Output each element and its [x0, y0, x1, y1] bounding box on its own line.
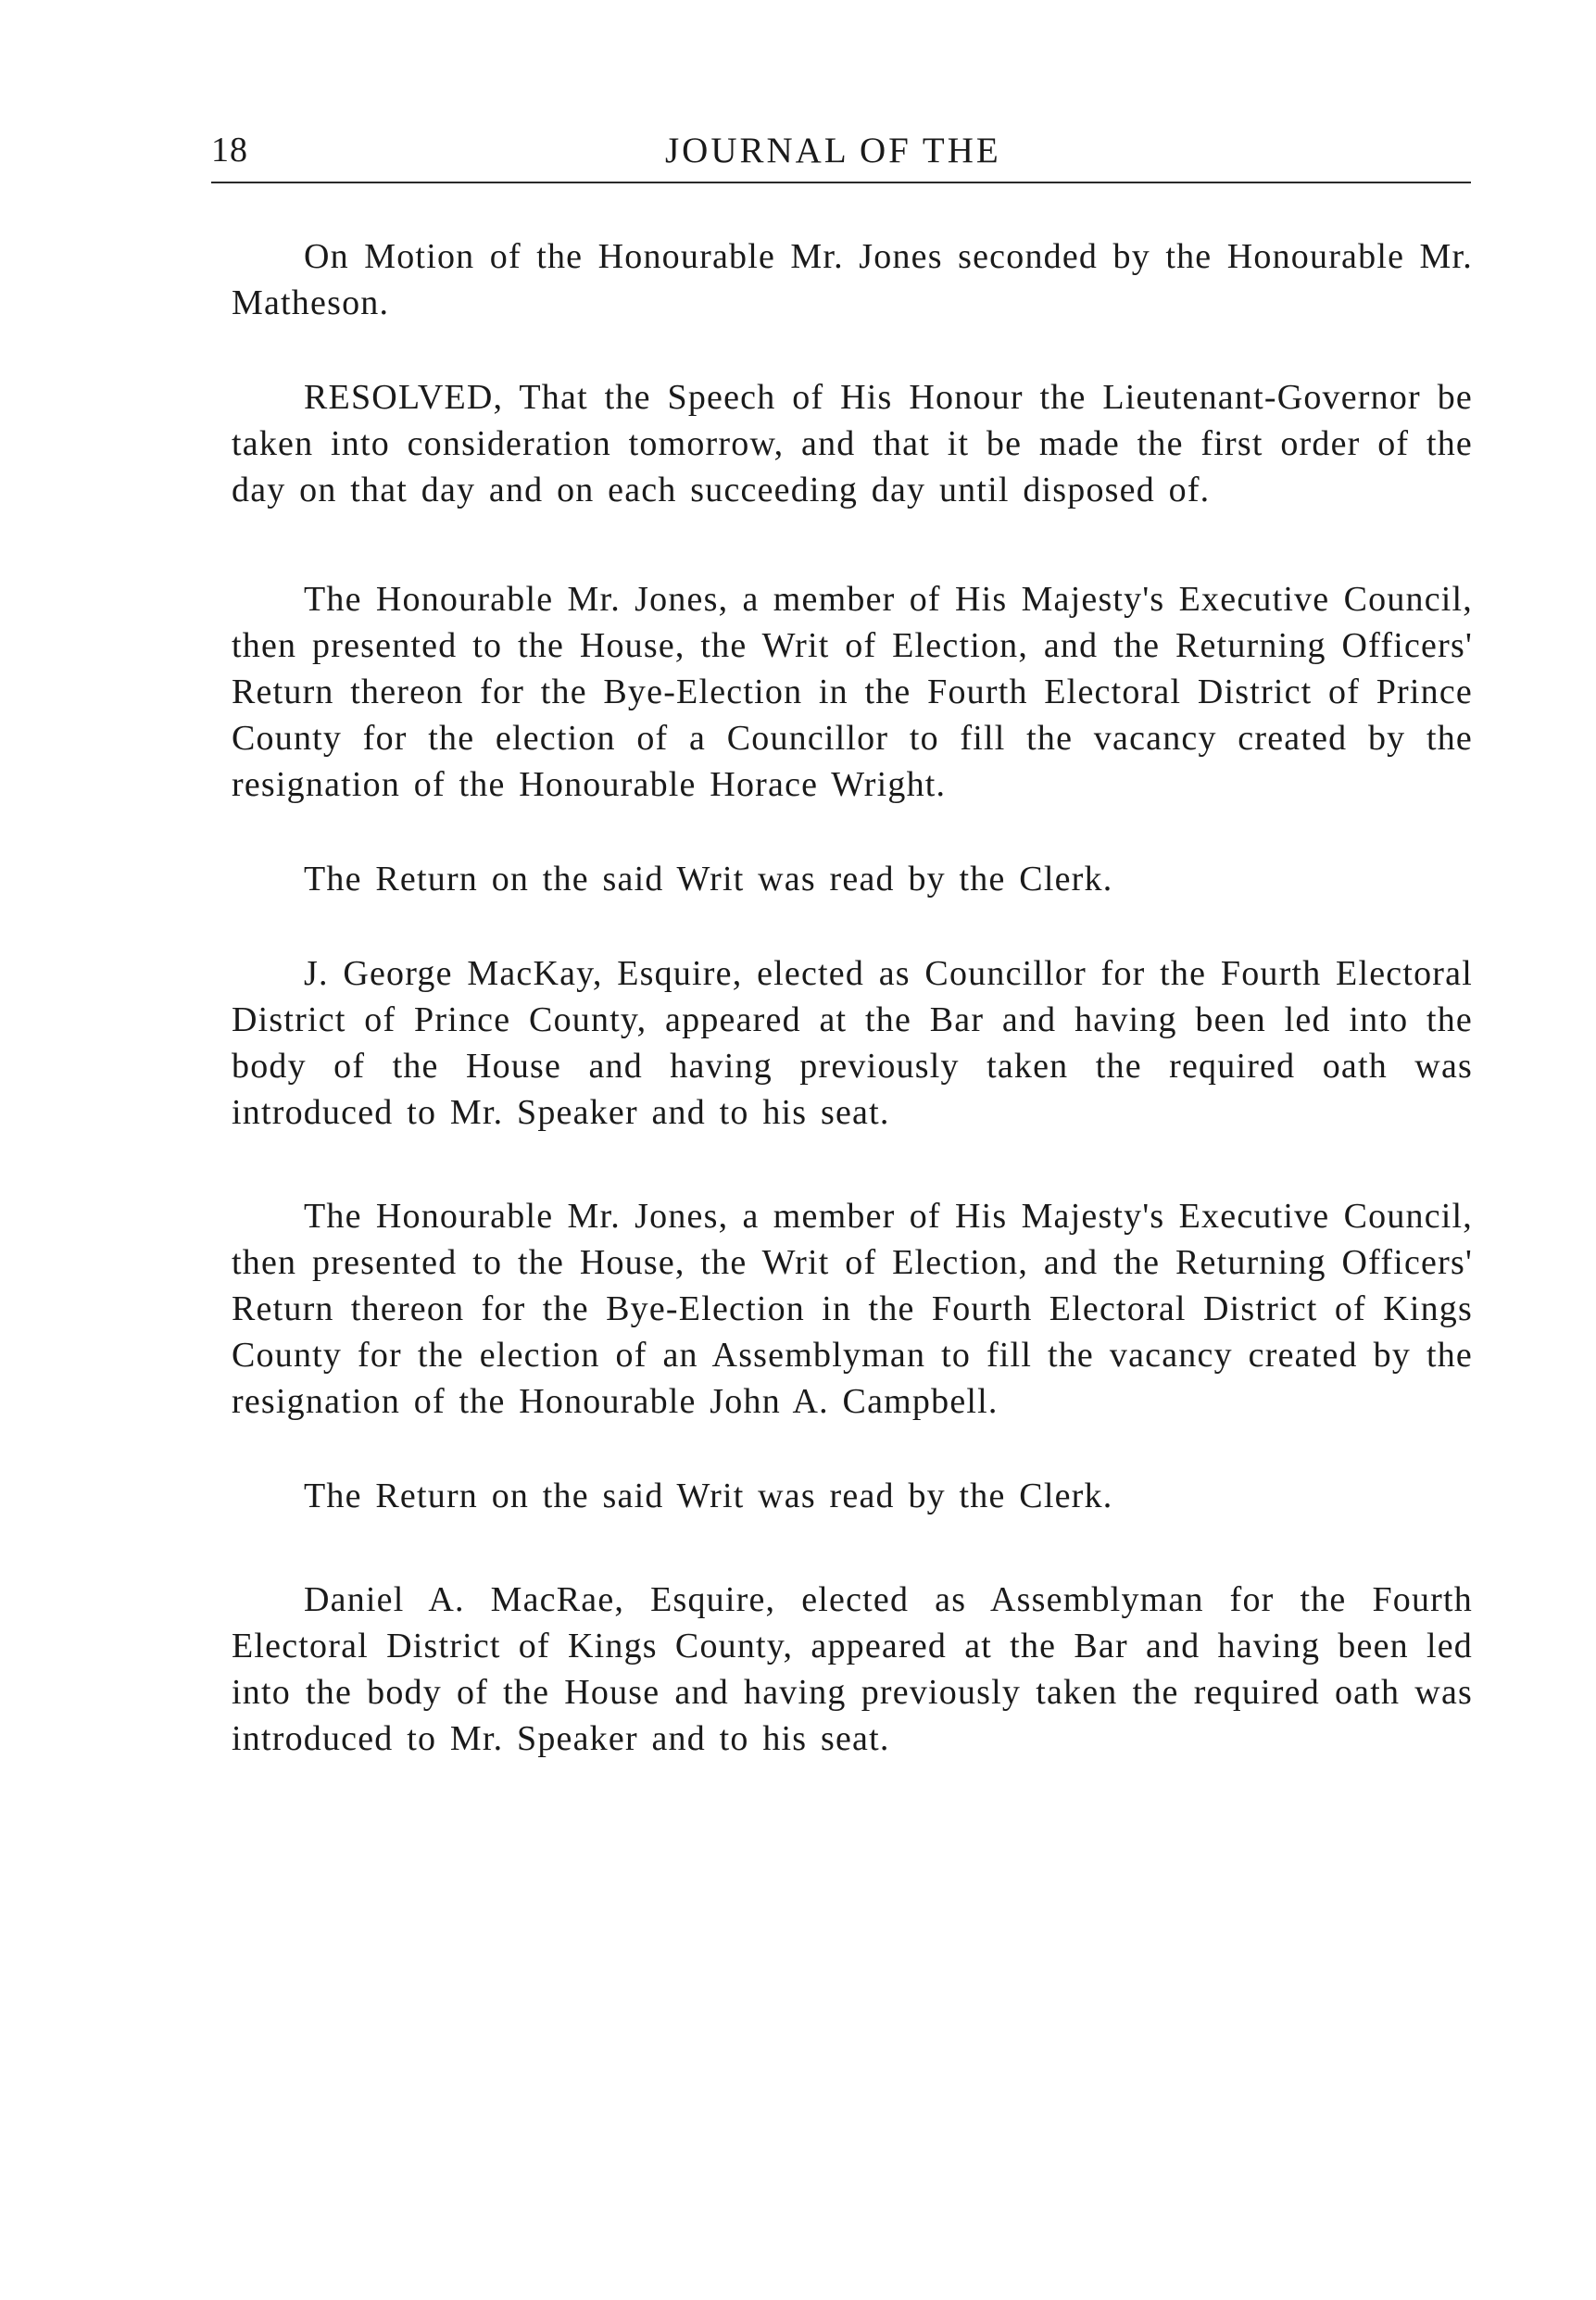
- paragraph-return-read-1: The Return on the said Writ was read by the Clerk.: [304, 860, 1113, 899]
- paragraph-macrae-seated: Daniel A. MacRae, Esquire, elected as Assemblyman for the Fourth Electoral District of Kings County, appeared at the Bar and having been led into the body of the House and having previously taken the required oath was introduced to Mr. Speaker and to his seat.: [232, 1580, 1473, 1758]
- paragraph-motion: On Motion of the Honourable Mr. Jones seconded by the Honourable Mr. Matheson.: [232, 237, 1473, 322]
- paragraph-resolved: RESOLVED, That the Speech of His Honour the Lieutenant-Governor be taken into consideration tomorrow, and that it be made the first order of the day on that day and on each succeeding day until disposed of.: [232, 378, 1473, 509]
- paragraph-return-read-2: The Return on the said Writ was read by the Clerk.: [304, 1477, 1113, 1515]
- journal-body: [232, 233, 1473, 1762]
- header-rule: [211, 182, 1471, 183]
- running-head: JOURNAL OF THE: [665, 131, 1001, 170]
- page-header: [211, 130, 1471, 185]
- page-number: 18: [211, 131, 248, 170]
- paragraph-mackay-seated: J. George MacKay, Esquire, elected as Councillor for the Fourth Electoral District of Prince County, appeared at the Bar and having been led into the body of the House and having previously taken the required oath was introduced to Mr. Speaker and to his seat.: [232, 954, 1473, 1132]
- paragraph-writ-prince: The Honourable Mr. Jones, a member of His Majesty's Executive Council, then presented to the House, the Writ of Election, and the Returning Officers' Return thereon for the Bye-Election in the Fourth Electoral District of Prince County for the election of a Councillor to fill the vacancy created by the resignation of the Honourable Horace Wright.: [232, 580, 1473, 804]
- paragraph-writ-kings: The Honourable Mr. Jones, a member of His Majesty's Executive Council, then presented to the House, the Writ of Election, and the Returning Officers' Return thereon for the Bye-Election in the Fourth Electoral District of Kings County for the election of an Assemblyman to fill the vacancy created by the resignation of the Honourable John A. Campbell.: [232, 1197, 1473, 1421]
